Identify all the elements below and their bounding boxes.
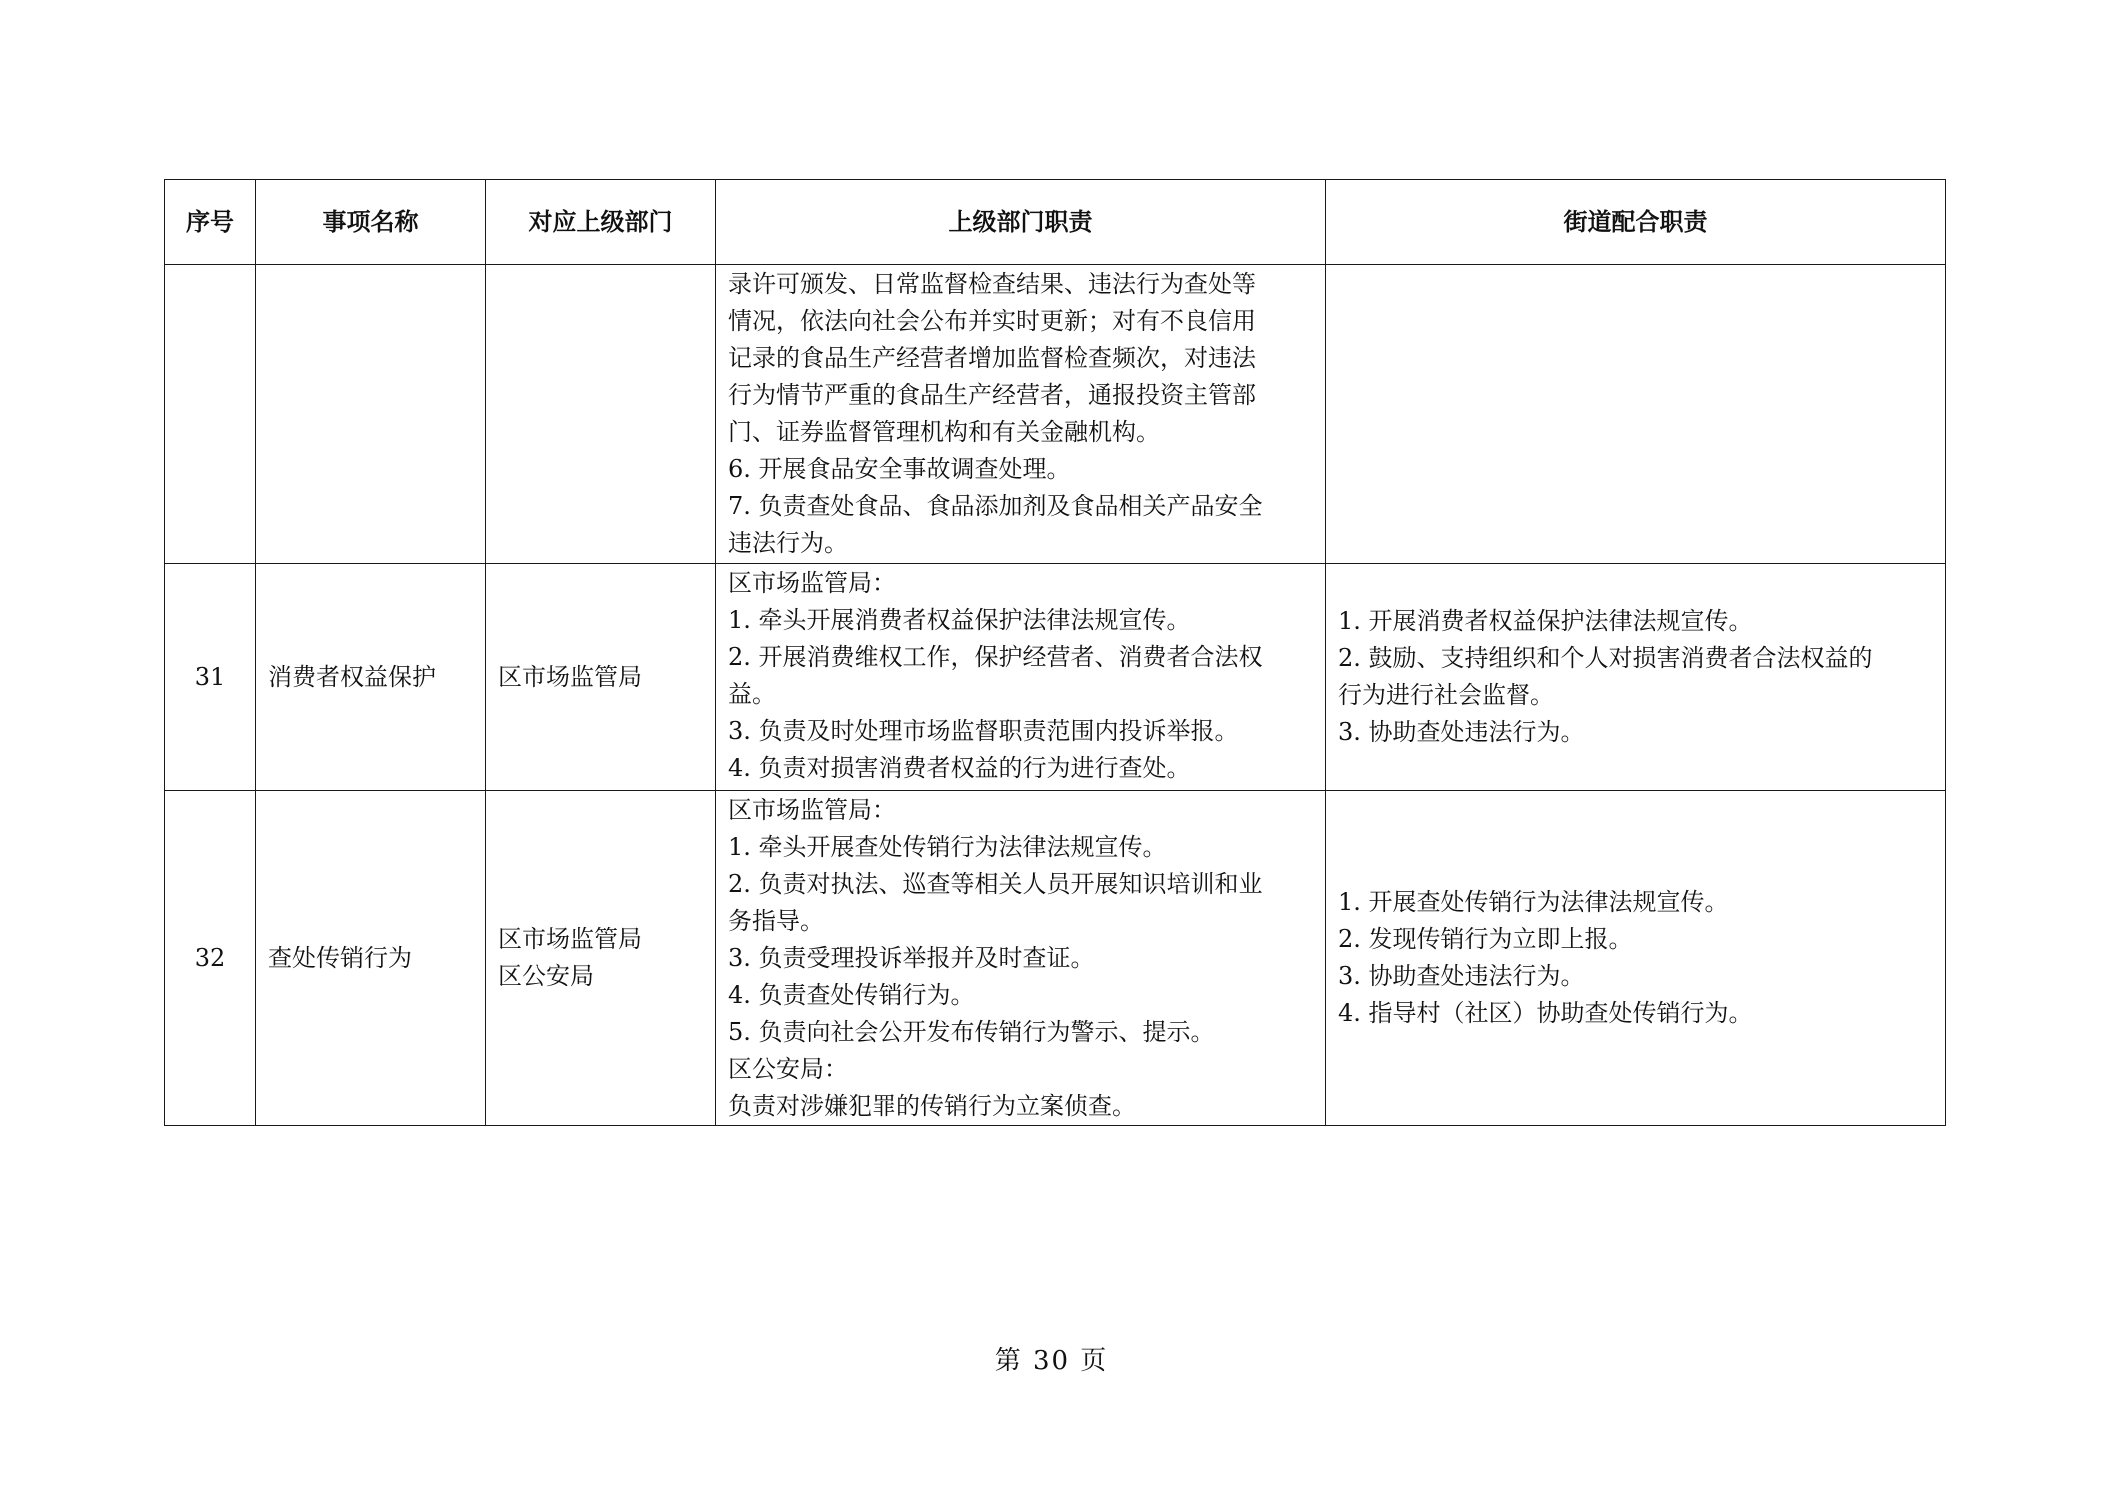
duty-line: 负责对涉嫌犯罪的传销行为立案侦查。 (728, 1092, 1136, 1120)
duty-line: 3. 负责受理投诉举报并及时查证。 (728, 944, 1095, 972)
duty-line: 录许可颁发、日常监督检查结果、违法行为查处等 (728, 270, 1256, 298)
row-item-name (256, 265, 486, 564)
duty-table (164, 179, 1946, 1126)
row-item-name: 查处传销行为 (256, 791, 486, 1126)
dept-line: 区市场监管局 (498, 925, 642, 953)
header-dept: 对应上级部门 (486, 180, 716, 265)
duty-line: 违法行为。 (728, 529, 848, 557)
row-dept-duties (716, 791, 1326, 1126)
duty-line: 门、证券监督管理机构和有关金融机构。 (728, 418, 1160, 446)
street-line: 1. 开展查处传销行为法律法规宣传。 (1338, 888, 1729, 916)
table-row (165, 564, 1946, 791)
duty-line: 行为情节严重的食品生产经营者，通报投资主管部 (728, 381, 1256, 409)
street-line: 1. 开展消费者权益保护法律法规宣传。 (1338, 607, 1753, 635)
duty-line: 5. 负责向社会公开发布传销行为警示、提示。 (728, 1018, 1215, 1046)
duty-line: 记录的食品生产经营者增加监督检查频次，对违法 (728, 344, 1256, 372)
row-dept (486, 265, 716, 564)
duty-line: 2. 开展消费维权工作，保护经营者、消费者合法权 (728, 643, 1263, 671)
table-row (165, 791, 1946, 1126)
page-number: 第 30 页 (994, 1346, 1109, 1376)
duty-line: 6. 开展食品安全事故调查处理。 (728, 455, 1071, 483)
street-line: 2. 鼓励、支持组织和个人对损害消费者合法权益的 (1338, 644, 1873, 672)
duty-line: 7. 负责查处食品、食品添加剂及食品相关产品安全 (728, 492, 1263, 520)
street-line: 4. 指导村（社区）协助查处传销行为。 (1338, 999, 1753, 1027)
duty-line: 3. 负责及时处理市场监督职责范围内投诉举报。 (728, 717, 1239, 745)
street-line: 3. 协助查处违法行为。 (1338, 718, 1585, 746)
table-header-row (165, 180, 1946, 265)
street-line: 2. 发现传销行为立即上报。 (1338, 925, 1633, 953)
street-line: 行为进行社会监督。 (1338, 681, 1554, 709)
header-street-duties: 街道配合职责 (1326, 180, 1946, 265)
header-seq: 序号 (165, 180, 256, 265)
dept-line: 区市场监管局 (498, 662, 642, 691)
duty-line: 4. 负责查处传销行为。 (728, 981, 975, 1009)
row-street-duties (1326, 564, 1946, 791)
row-street-duties (1326, 265, 1946, 564)
row-seq (165, 265, 256, 564)
dept-line: 区公安局 (498, 962, 594, 990)
duty-line: 情况，依法向社会公布并实时更新；对有不良信用 (728, 307, 1256, 335)
duty-line: 4. 负责对损害消费者权益的行为进行查处。 (728, 754, 1191, 782)
duty-line: 1. 牵头开展查处传销行为法律法规宣传。 (728, 833, 1167, 861)
row-street-duties (1326, 791, 1946, 1126)
duty-line: 1. 牵头开展消费者权益保护法律法规宣传。 (728, 606, 1191, 634)
row-seq: 32 (165, 791, 256, 1126)
header-dept-duties: 上级部门职责 (716, 180, 1326, 265)
street-line: 3. 协助查处违法行为。 (1338, 962, 1585, 990)
row-dept (486, 564, 716, 791)
row-seq: 31 (165, 564, 256, 791)
duty-line: 益。 (728, 680, 776, 708)
duty-line: 区公安局： (728, 1055, 848, 1083)
row-dept (486, 791, 716, 1126)
row-dept-duties (716, 564, 1326, 791)
duty-line: 区市场监管局： (728, 569, 896, 597)
row-item-name: 消费者权益保护 (256, 564, 486, 791)
row-dept-duties (716, 265, 1326, 564)
duty-line: 2. 负责对执法、巡查等相关人员开展知识培训和业 (728, 870, 1263, 898)
table-row (165, 265, 1946, 564)
duty-line: 区市场监管局： (728, 796, 896, 824)
header-item-name: 事项名称 (256, 180, 486, 265)
duty-line: 务指导。 (728, 907, 824, 935)
